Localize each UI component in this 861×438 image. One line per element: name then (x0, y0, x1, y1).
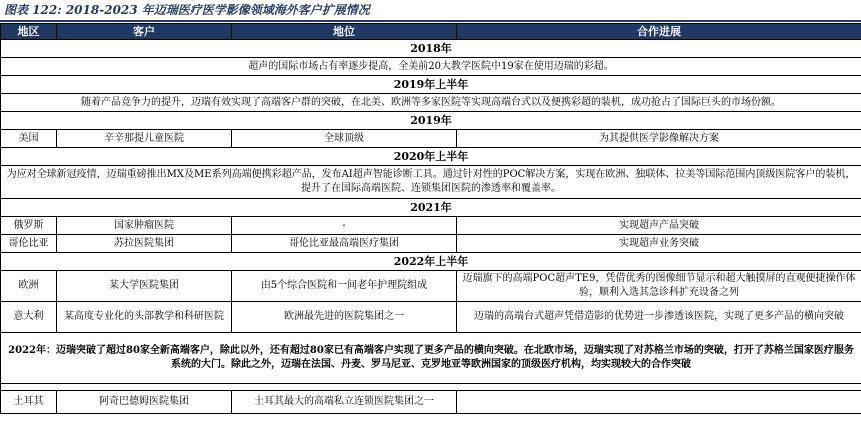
note-row (1, 58, 861, 76)
table-row (1, 302, 861, 333)
table-row (1, 235, 861, 253)
period-note: 超声的国际市场占有率逐步提高，全美前20大教学医院中19家在使用迈瑞的彩超。 (1, 58, 861, 76)
table-header-row (1, 24, 861, 40)
cell-client: 苏拉医院集团 (57, 235, 232, 253)
table-row (1, 217, 861, 235)
period-label: 2022年上半年 (1, 253, 861, 271)
cell-client: 某高度专业化的头部教学和科研医院 (57, 302, 232, 333)
summary-text: 迈瑞突破了超过80家全新高端客户，除此以外，还有超过80家已有高端客户实现了更多产品的横向突破。在北欧市场，迈瑞实现了对苏格兰市场的突破，打开了苏格兰国家医疗服务系统的大门。除此之外，迈瑞在法国、丹麦、罗马尼亚、克罗地亚等欧洲国家的顶级医疗机构，均实现较大的合作突破 (56, 345, 854, 370)
period-note: 随着产品竞争力的提升，迈瑞有效实现了高端客户群的突破，在北美、欧洲等多家医院等实现高端台式以及便携彩超的装机，成功抢占了国际巨头的市场份额。 (1, 94, 861, 112)
header-status: 地位 (232, 24, 457, 40)
spacer-cell (1, 384, 861, 391)
figure-caption: 图表 122: 2018-2023 年迈瑞医疗医学影像领域海外客户扩展情况 (4, 3, 370, 17)
spacer-row (1, 384, 861, 391)
period-label: 2019年 (1, 112, 861, 130)
table-row (1, 271, 861, 302)
cell-region: 美国 (1, 130, 57, 148)
cell-client: 某大学医院集团 (57, 271, 232, 302)
cell-region: 意大利 (1, 302, 57, 333)
cell-status: 哥伦比亚最高端医疗集团 (232, 235, 457, 253)
cell-status: - (232, 217, 457, 235)
header-client: 客户 (57, 24, 232, 40)
cell-progress: 为其提供医学影像解决方案 (457, 130, 861, 148)
period-row (1, 253, 861, 271)
cell-progress (457, 391, 861, 414)
cell-region: 俄罗斯 (1, 217, 57, 235)
period-row (1, 40, 861, 58)
cell-status: 由5个综合医院和一间老年护理院组成 (232, 271, 457, 302)
cell-client: 阿奇巴德姆医院集团 (57, 391, 232, 414)
note-row (1, 166, 861, 199)
header-region: 地区 (1, 24, 57, 40)
summary-cell (1, 333, 861, 384)
cell-progress: 迈瑞的高端台式超声凭借造影的优势进一步渗透该医院，实现了更多产品的横向突破 (457, 302, 861, 333)
cell-progress: 实现超声业务突破 (457, 235, 861, 253)
period-row (1, 199, 861, 217)
table-row (1, 391, 861, 414)
period-row (1, 112, 861, 130)
cell-progress: 迈瑞旗下的高端POC超声TE9，凭借优秀的图像细节显示和超大触摸屏的直观便捷操作体验，顺利入选其急诊科扩充设备之列 (457, 271, 861, 302)
cell-region: 哥伦比亚 (1, 235, 57, 253)
cell-region: 土耳其 (1, 391, 57, 414)
cell-status: 欧洲最先进的医院集团之一 (232, 302, 457, 333)
period-row (1, 148, 861, 166)
customer-expansion-table (0, 23, 861, 414)
period-label: 2018年 (1, 40, 861, 58)
cell-client: 辛辛那提儿童医院 (57, 130, 232, 148)
summary-row (1, 333, 861, 384)
table-row (1, 130, 861, 148)
note-row (1, 94, 861, 112)
period-note: 为应对全球新冠疫情，迈瑞重磅推出MX及ME系列高端便携彩超产品，发布AI超声智能诊断工具。通过针对性的POC解决方案，实现在欧洲、独联体、拉美等国际范围内顶级医院客户的装机，提升了在国际高端医院、连锁集团医院的渗透率和覆盖率。 (1, 166, 861, 199)
period-label: 2019年上半年 (1, 76, 861, 94)
caption-divider (0, 20, 861, 22)
period-label: 2021年 (1, 199, 861, 217)
summary-label: 2022年： (8, 345, 56, 356)
header-progress: 合作进展 (457, 24, 861, 40)
cell-progress: 实现超声产品突破 (457, 217, 861, 235)
cell-status: 土耳其最大的高端私立连锁医院集团之一 (232, 391, 457, 414)
period-label: 2020年上半年 (1, 148, 861, 166)
period-row (1, 76, 861, 94)
cell-region: 欧洲 (1, 271, 57, 302)
cell-client: 国家肿瘤医院 (57, 217, 232, 235)
cell-status: 全球顶级 (232, 130, 457, 148)
